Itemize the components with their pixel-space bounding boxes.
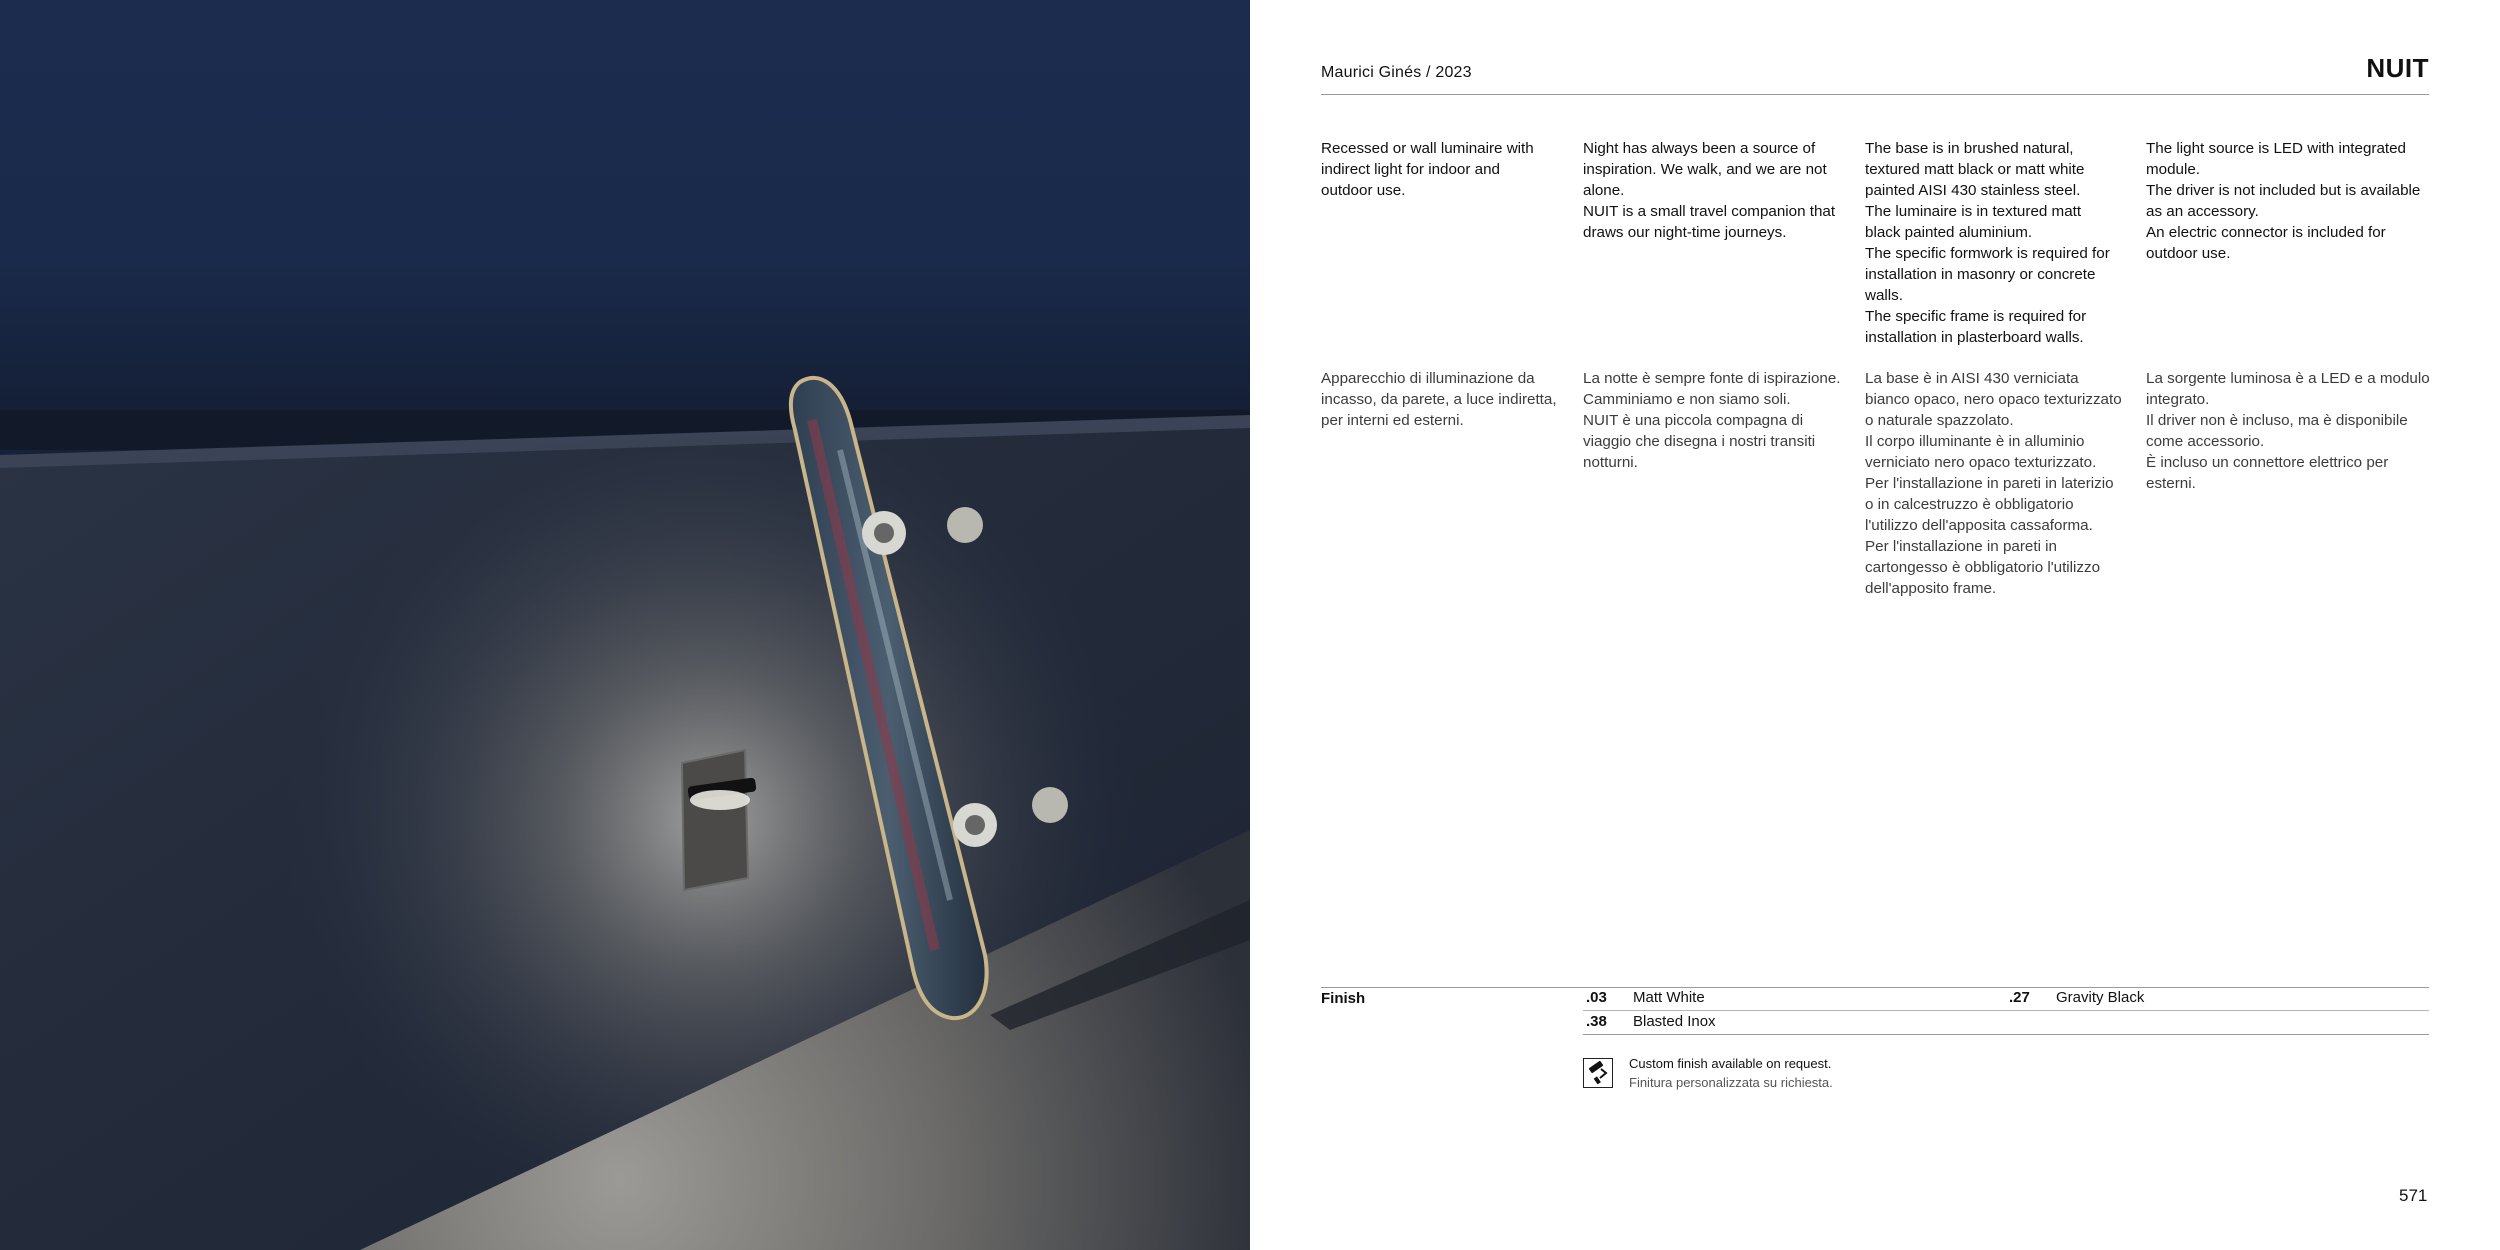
catalogue-page [1250,0,2500,1250]
description-it-col-1: Apparecchio di illuminazione da incasso, da parete, a luce indiretta, per interni ed esterni. [1321,370,1557,429]
custom-finish-text-en: Custom finish available on request. [1629,1056,1832,1071]
description-it-col-2: La notte è sempre fonte di ispirazione. Camminiamo e non siamo soli. NUIT è una piccola compagna di viaggio che disegna i nostri transiti notturni. [1583,370,1841,471]
page-number: 571 [2399,1186,2428,1205]
author-year: Maurici Ginés / 2023 [1321,64,1472,81]
description-en-col-2: Night has always been a source of inspiration. We walk, and we are not alone. NUIT is a small travel companion that draws our night-time journeys. [1583,140,1836,241]
wall-luminaire [682,750,757,890]
description-it-col-3: La base è in AISI 430 verniciata bianco opaco, nero opaco texturizzato o naturale spazzolato. Il corpo illuminante è in alluminio verniciato nero opaco texturizzato. Per l'installazione in pareti in laterizio o in calcestruzzo è obbligatorio l'utilizzo dell'apposita cassaforma. Per l'installazione in pareti in cartongesso è obbligatorio l'utilizzo dell'apposito frame. [1865,370,2122,597]
description-en-col-3: The base is in brushed natural, textured matt black or matt white painted AISI 430 stainless steel. The luminaire is in textured matt black painted aluminium. The specific formwork is required for installation in masonry or concrete walls. The specific frame is required for installation in plasterboard walls. [1865,140,2110,346]
description-en-col-4: The light source is LED with integrated module. The driver is not included but is available as an accessory. An electric connector is included for outdoor use. [2146,140,2421,262]
custom-finish-text-it: Finitura personalizzata su richiesta. [1629,1075,1833,1090]
description-it-col-4: La sorgente luminosa è a LED e a modulo integrato. Il driver non è incluso, ma è disponibile come accessorio. È incluso un connettore elettrico per esterni. [2146,370,2430,492]
finish-code: .03 [1586,989,1607,1006]
finish-divider-middle [1583,1010,2429,1011]
page-header [1321,53,2429,95]
finish-divider-top [1321,987,2429,988]
description-en-col-1: Recessed or wall luminaire with indirect light for indoor and outdoor use. [1321,140,1534,199]
finish-code: .38 [1586,1013,1607,1030]
finish-name: Blasted Inox [1633,1013,1716,1030]
finish-name: Gravity Black [2056,989,2145,1006]
product-name: NUIT [2366,53,2429,83]
finish-label: Finish [1321,990,1366,1007]
finish-divider-bottom [1583,1034,2429,1035]
finish-name: Matt White [1633,989,1705,1006]
paint-roller-icon [1583,1058,1613,1088]
finish-code: .27 [2009,989,2030,1006]
